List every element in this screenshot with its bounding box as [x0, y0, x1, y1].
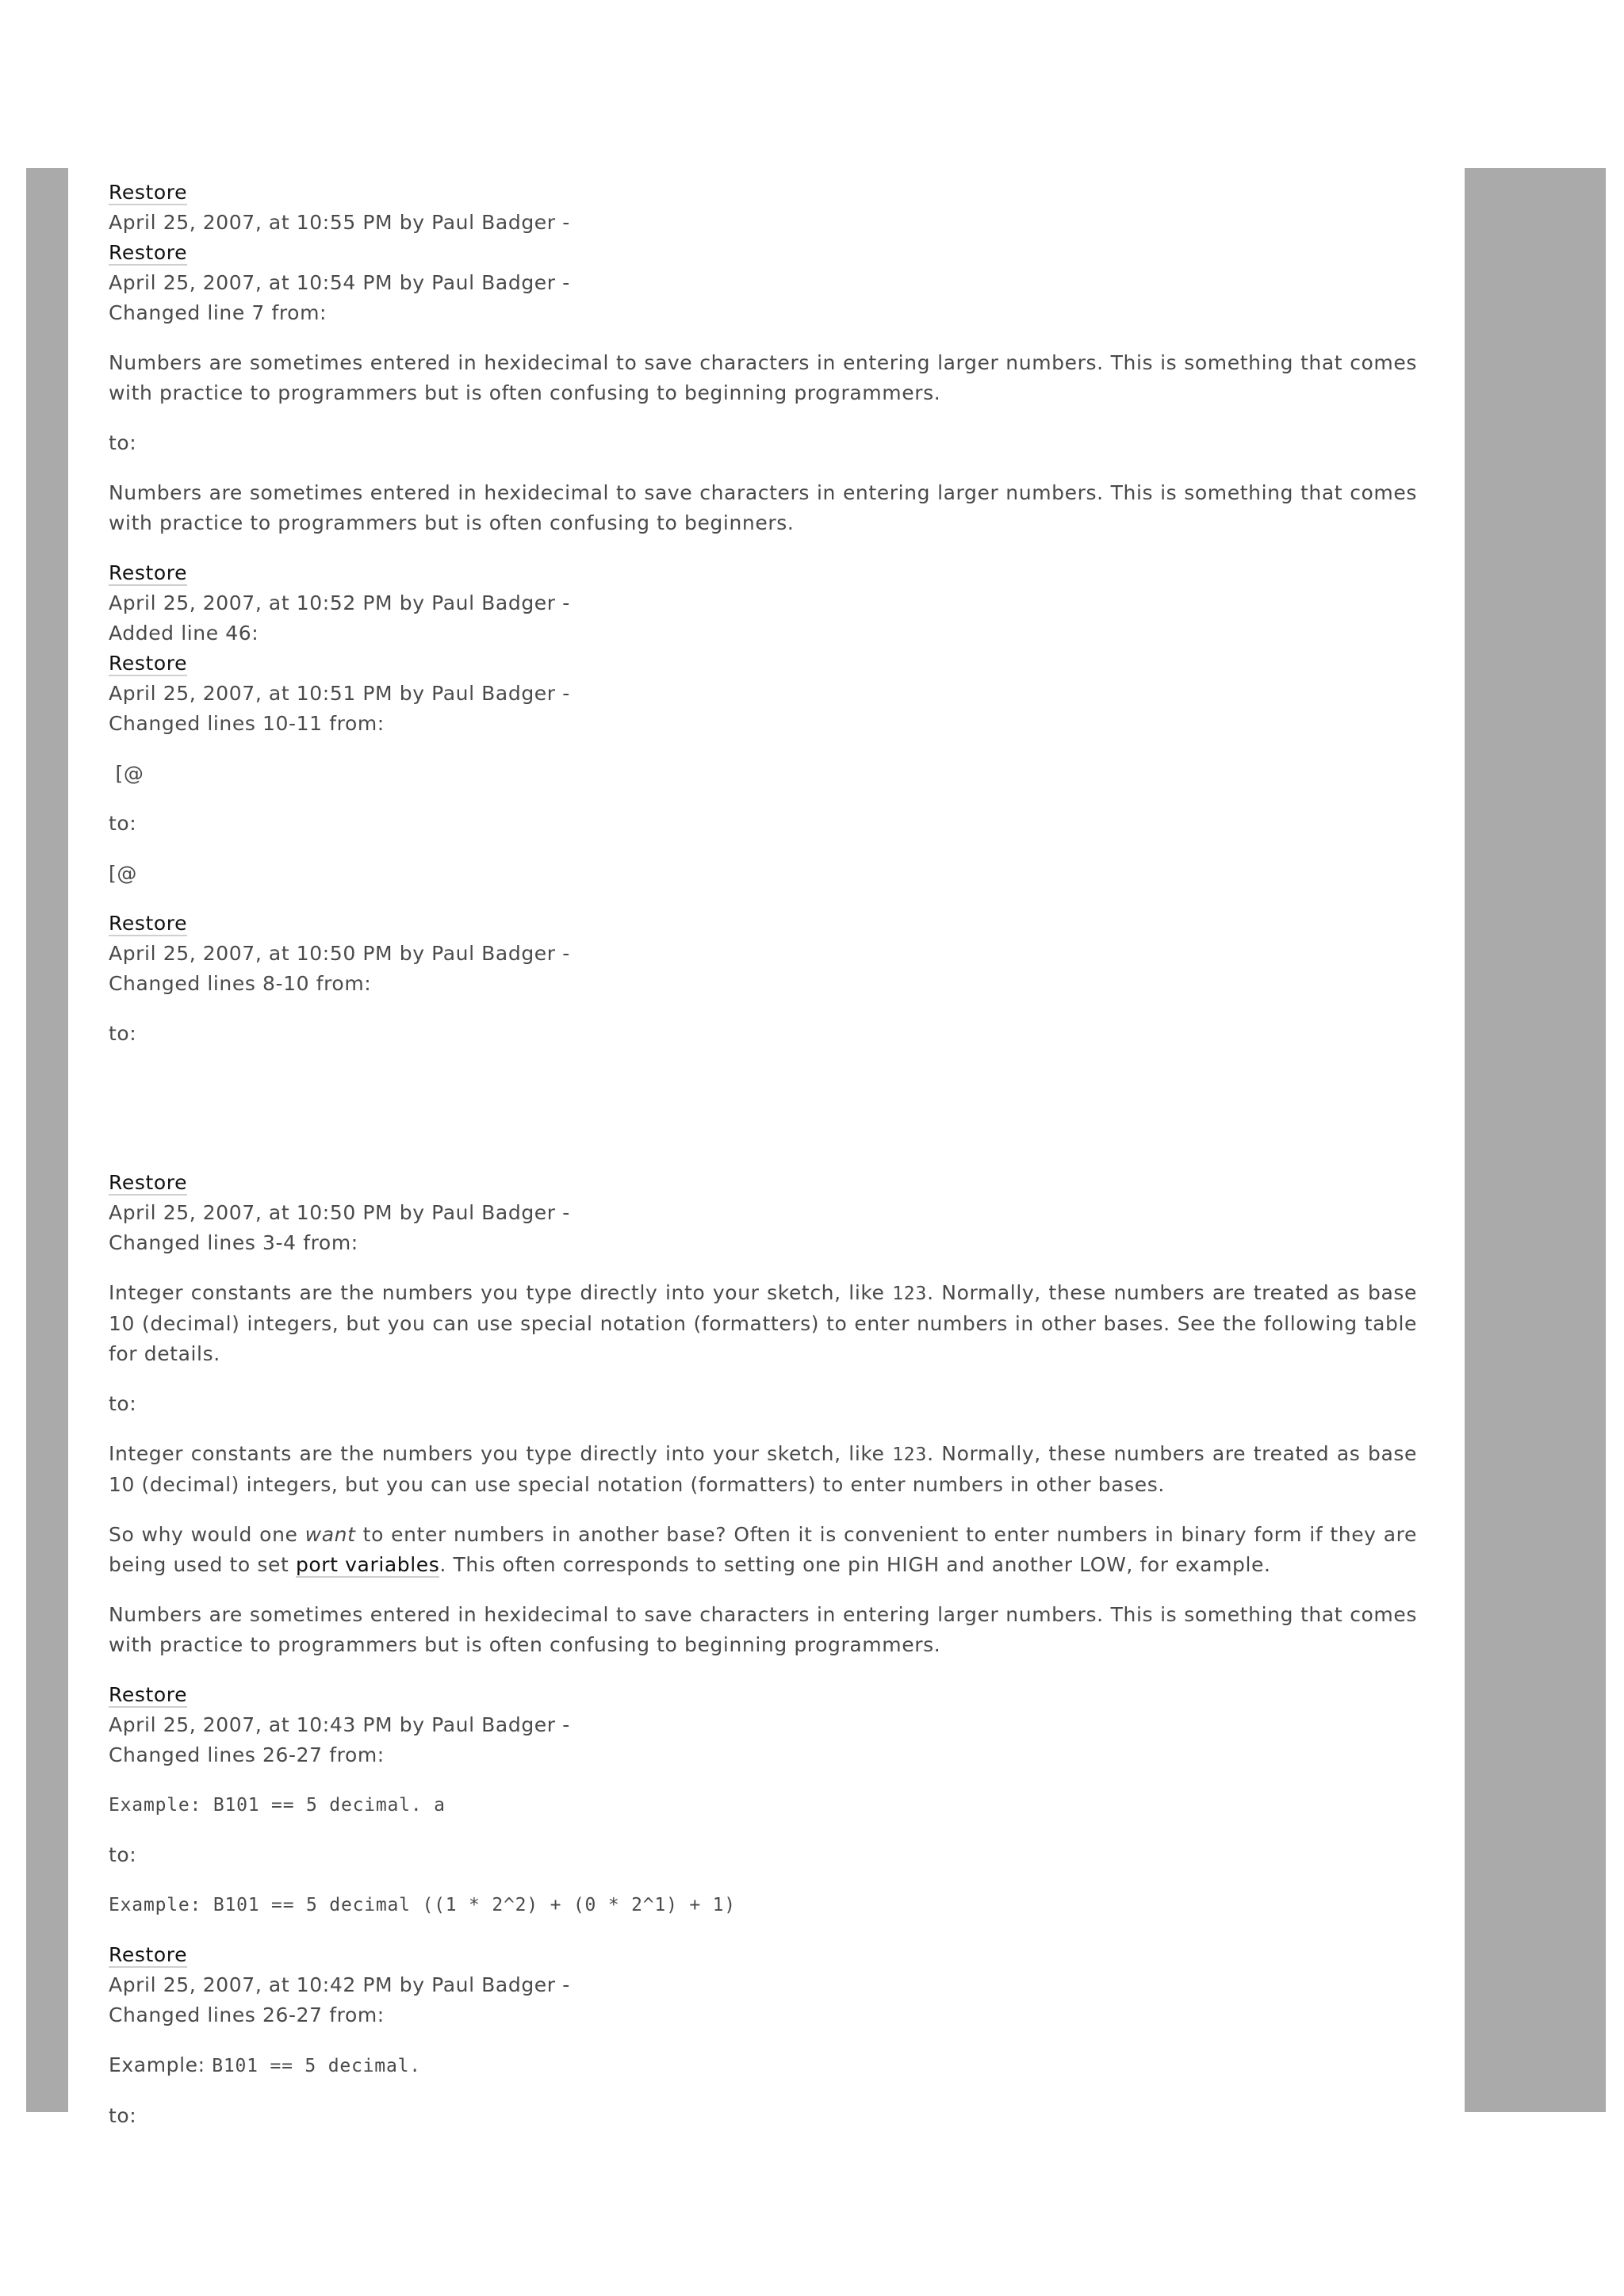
diff-from-code: Example: B101 == 5 decimal. a: [109, 1795, 446, 1816]
revision-meta: April 25, 2007, at 10:51 PM by Paul Badger -: [109, 682, 570, 705]
inline-code: 123: [892, 1284, 928, 1304]
left-margin-band: [26, 168, 68, 2112]
revision-entry: [109, 1680, 1417, 1920]
port-variables-link[interactable]: port variables: [295, 1553, 440, 1576]
revision-meta: April 25, 2007, at 10:42 PM by Paul Badger -: [109, 1973, 570, 1996]
diff-to-label: to:: [109, 1022, 137, 1045]
diff-to-text: Numbers are sometimes entered in hexidecimal to save characters in entering larger numbers. This is something that comes with practice to programmers but is often confusing to beginners.: [109, 481, 1417, 534]
diff-to-label: to:: [109, 1392, 137, 1415]
restore-link[interactable]: Restore: [109, 1943, 188, 1966]
change-description: Added line 46:: [109, 622, 259, 645]
diff-from-text: Numbers are sometimes entered in hexidecimal to save characters in entering larger numbers. This is something that comes with practice to programmers but is often confusing to beginning programmers.: [109, 351, 1417, 404]
revision-entry: [109, 238, 1417, 538]
change-description: Changed lines 26-27 from:: [109, 2003, 385, 2026]
revision-entry: [109, 178, 1417, 238]
restore-link[interactable]: Restore: [109, 181, 188, 204]
change-description: Changed lines 8-10 from:: [109, 972, 372, 995]
diff-to-text: So why would one want to enter numbers in another base? Often it is convenient to enter numbers in binary form if they are being used to set port variables. This often corresponds to setting one pin HIGH and another LOW, for example.: [109, 1523, 1417, 1576]
diff-from-text: Example: B101 == 5 decimal.: [109, 2053, 421, 2076]
diff-to-code: Example: B101 == 5 decimal ((1 * 2^2) + (0 * 2^1) + 1): [109, 1895, 736, 1915]
inline-code: B101 == 5 decimal.: [212, 2056, 421, 2076]
diff-to-label: to:: [109, 1843, 137, 1866]
revision-entry: [109, 649, 1417, 889]
diff-to-label: to:: [109, 812, 137, 835]
diff-from-text: [@: [109, 762, 144, 785]
revision-meta: April 25, 2007, at 10:43 PM by Paul Badger -: [109, 1713, 570, 1736]
restore-link[interactable]: Restore: [109, 1683, 188, 1706]
revision-entry: [109, 558, 1417, 649]
change-description: Changed lines 3-4 from:: [109, 1231, 358, 1254]
restore-link[interactable]: Restore: [109, 1171, 188, 1194]
diff-to-text: [@: [109, 862, 137, 885]
diff-to-text: Numbers are sometimes entered in hexidecimal to save characters in entering larger numbers. This is something that comes with practice to programmers but is often confusing to beginning programmers.: [109, 1603, 1417, 1656]
emphasis: want: [304, 1523, 356, 1546]
revision-entry: [109, 1940, 1417, 2131]
restore-link[interactable]: Restore: [109, 241, 188, 264]
diff-to-label: to:: [109, 431, 137, 454]
change-description: Changed lines 26-27 from:: [109, 1743, 385, 1766]
restore-link[interactable]: Restore: [109, 561, 188, 584]
revision-entry: [109, 909, 1417, 1168]
diff-to-label: to:: [109, 2104, 137, 2127]
restore-link[interactable]: Restore: [109, 652, 188, 675]
revision-history: [109, 178, 1417, 2151]
diff-to-text: Integer constants are the numbers you type directly into your sketch, like 123. Normally, these numbers are treated as base 10 (decimal) integers, but you can use special notation (formatters) to enter numbers in other bases.: [109, 1442, 1417, 1496]
change-description: Changed lines 10-11 from:: [109, 712, 385, 735]
revision-meta: April 25, 2007, at 10:52 PM by Paul Badger -: [109, 591, 570, 614]
change-description: Changed line 7 from:: [109, 301, 327, 324]
inline-code: 123: [892, 1445, 928, 1465]
right-margin-band: [1465, 168, 1606, 2112]
revision-entry: [109, 1168, 1417, 1660]
revision-meta: April 25, 2007, at 10:50 PM by Paul Badger -: [109, 1201, 570, 1224]
restore-link[interactable]: Restore: [109, 912, 188, 935]
diff-from-text: Integer constants are the numbers you type directly into your sketch, like 123. Normally, these numbers are treated as base 10 (decimal) integers, but you can use special notation (formatters) to enter numbers in other bases. See the following table for details.: [109, 1281, 1417, 1365]
empty-diff-block: [109, 1069, 1417, 1168]
revision-meta: April 25, 2007, at 10:55 PM by Paul Badger -: [109, 211, 570, 234]
revision-meta: April 25, 2007, at 10:54 PM by Paul Badger -: [109, 271, 570, 294]
revision-meta: April 25, 2007, at 10:50 PM by Paul Badger -: [109, 942, 570, 965]
